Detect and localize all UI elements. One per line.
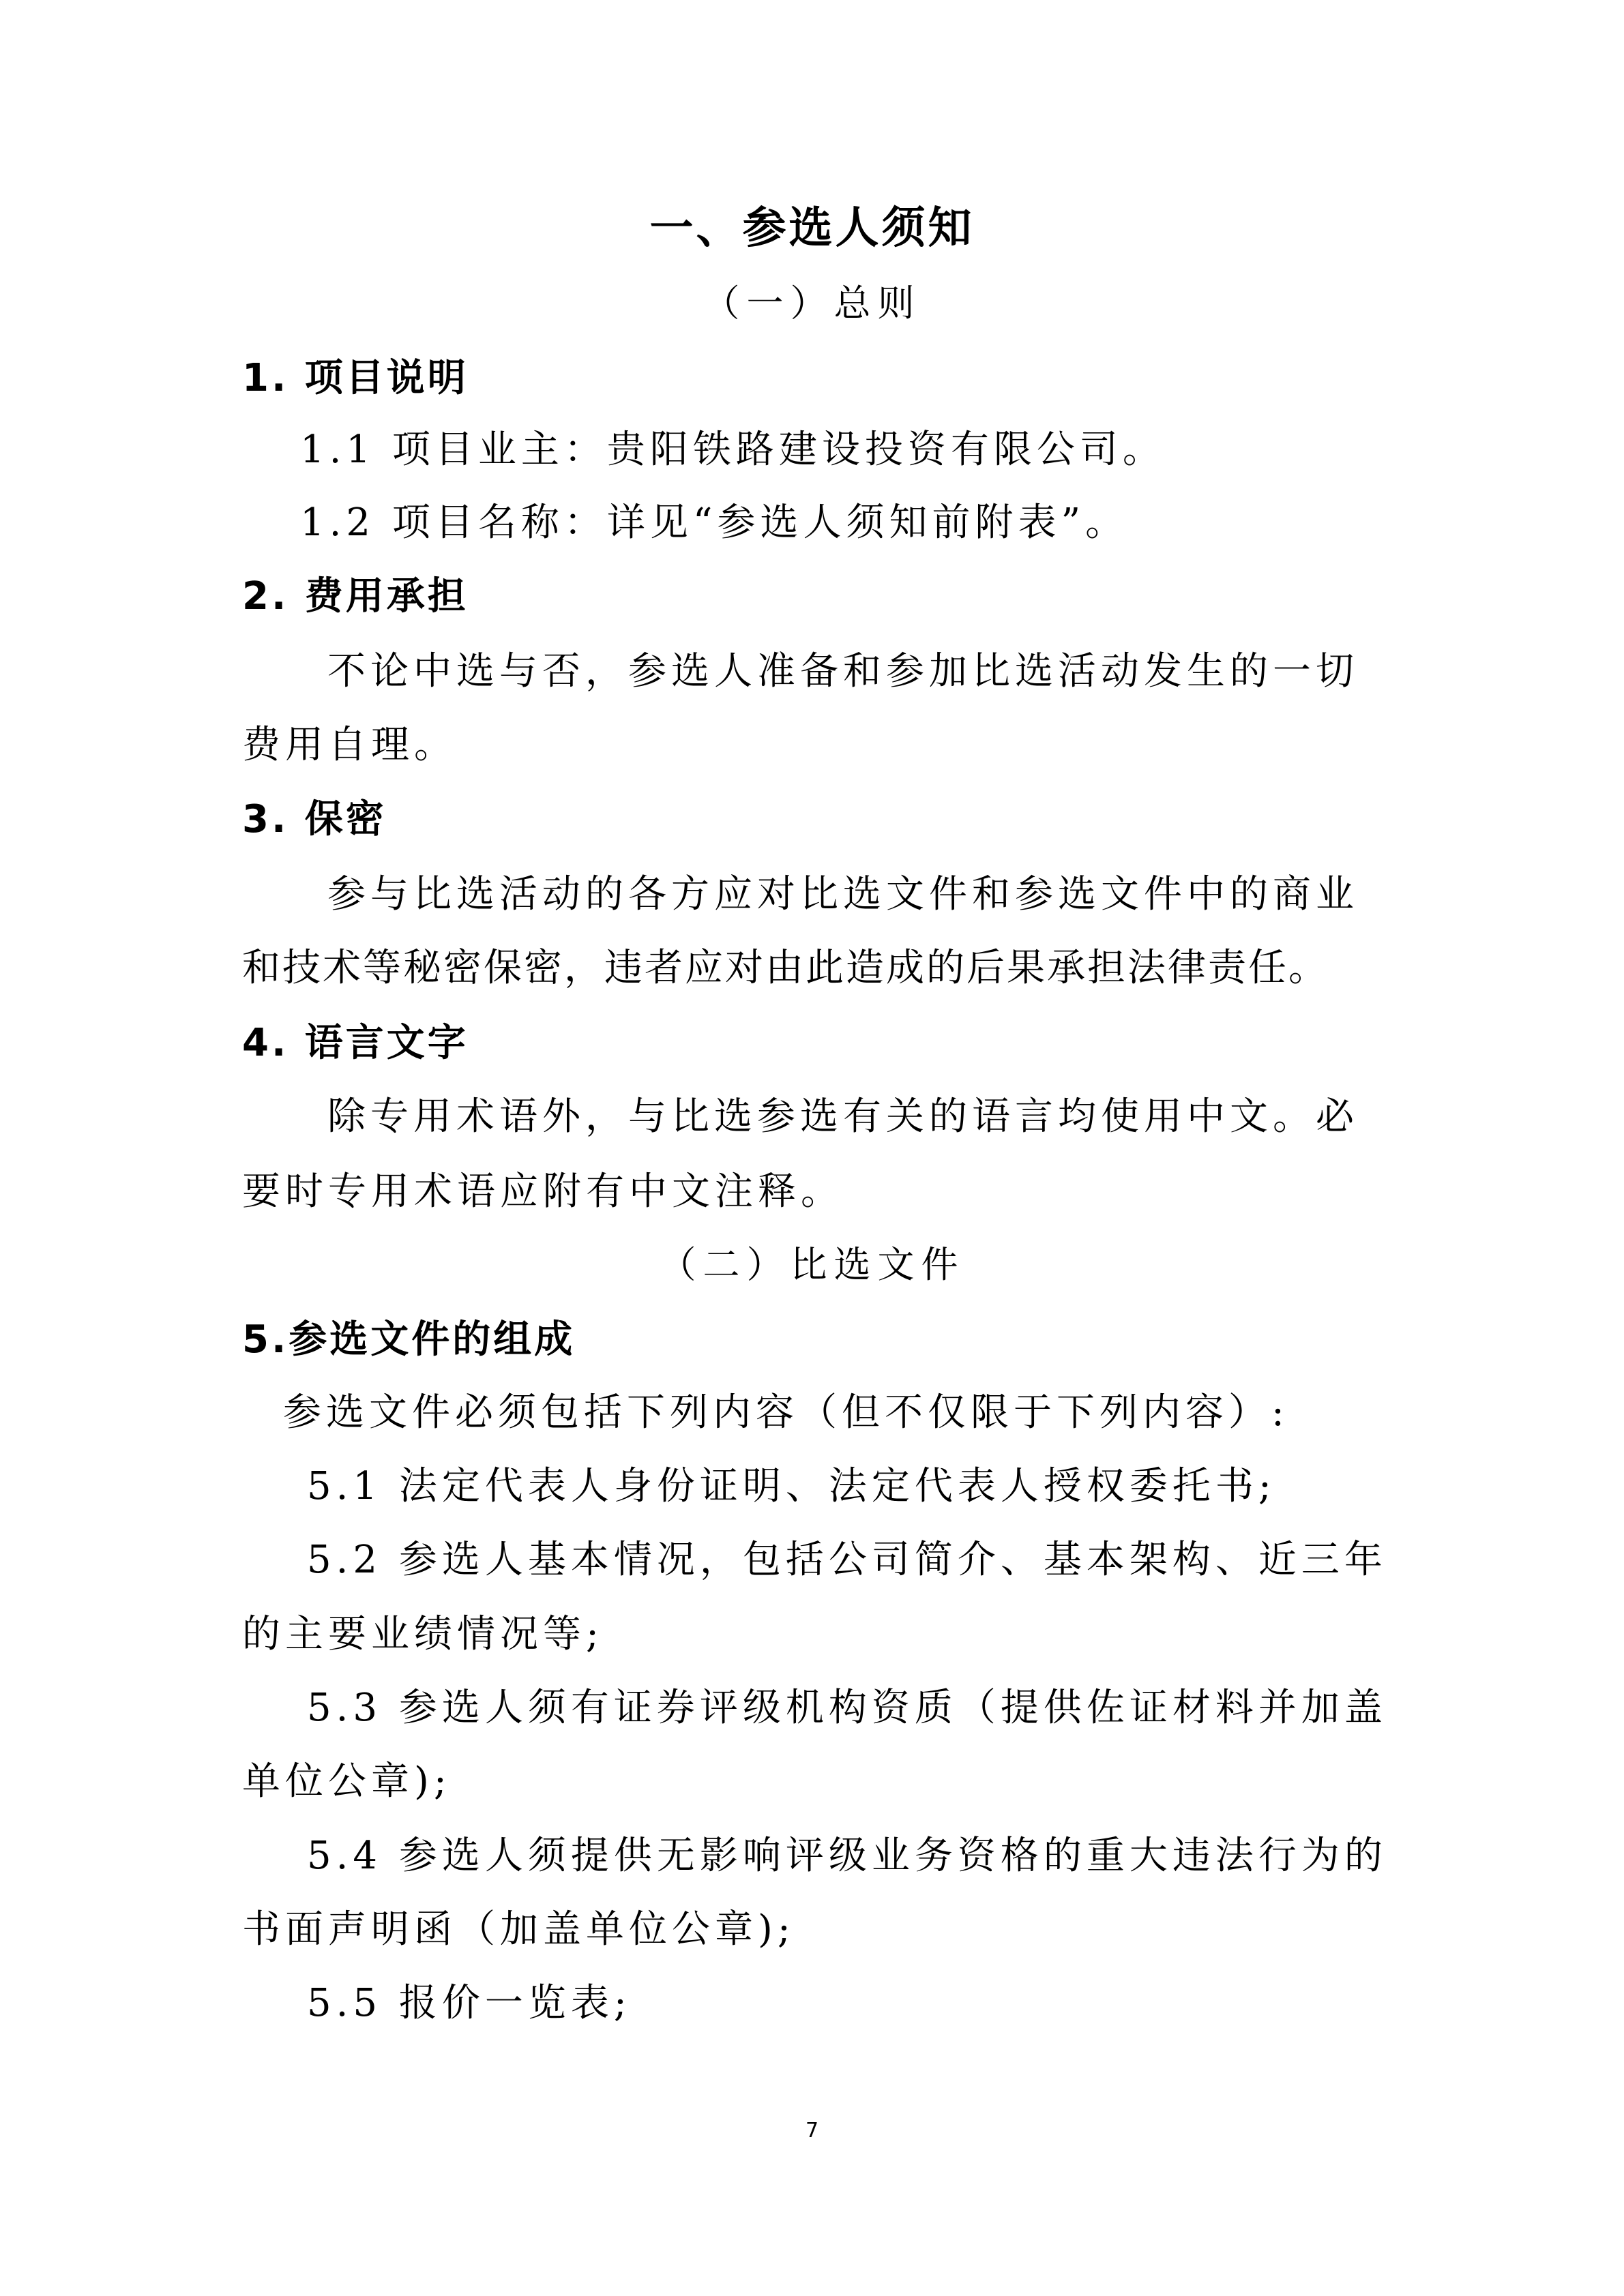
item-heading-cost-bearing: 2. 费用承担	[242, 574, 469, 618]
section-heading-selection-documents: （二）比选文件	[659, 1243, 965, 1286]
cost-paragraph-line-1: 不论中选与否，参选人准备和参加比选活动发生的一切	[327, 649, 1359, 694]
composition-intro: 参选文件必须包括下列内容（但不仅限于下列内容）:	[283, 1390, 1289, 1435]
item-5-4-line-2: 书面声明函（加盖单位公章);	[242, 1907, 795, 1952]
item-5-5: 5.5 报价一览表;	[307, 1981, 632, 2025]
item-5-1: 5.1 法定代表人身份证明、法定代表人授权委托书;	[307, 1464, 1276, 1508]
confidentiality-paragraph-line-1: 参与比选活动的各方应对比选文件和参选文件中的商业	[327, 872, 1359, 916]
chapter-title: 一、参选人须知	[649, 203, 975, 254]
item-heading-document-composition: 5.参选文件的组成	[242, 1317, 576, 1362]
item-heading-project-description: 1. 项目说明	[242, 356, 469, 400]
confidentiality-paragraph-line-2: 和技术等秘密保密，违者应对由此造成的后果承担法律责任。	[242, 946, 1329, 990]
item-5-3-line-1: 5.3 参选人须有证券评级机构资质（提供佐证材料并加盖	[307, 1686, 1387, 1730]
item-1-2-project-name: 1.2 项目名称：详见“参选人须知前附表”。	[300, 501, 1129, 545]
item-heading-language: 4. 语言文字	[242, 1021, 469, 1065]
item-5-2-line-2: 的主要业绩情况等;	[242, 1612, 604, 1656]
item-5-2-line-1: 5.2 参选人基本情况，包括公司简介、基本架构、近三年	[307, 1538, 1387, 1582]
item-1-1-project-owner: 1.1 项目业主：贵阳铁路建设投资有限公司。	[300, 428, 1166, 472]
item-heading-confidentiality: 3. 保密	[242, 797, 387, 841]
item-5-4-line-1: 5.4 参选人须提供无影响评级业务资格的重大违法行为的	[307, 1834, 1387, 1878]
item-5-3-line-2: 单位公章);	[242, 1759, 452, 1804]
language-paragraph-line-1: 除专用术语外，与比选参选有关的语言均使用中文。必	[327, 1094, 1359, 1139]
cost-paragraph-line-2: 费用自理。	[242, 723, 457, 767]
section-heading-general: （一）总则	[703, 282, 921, 325]
language-paragraph-line-2: 要时专用术语应附有中文注释。	[242, 1169, 844, 1214]
page-number: 7	[805, 2119, 819, 2143]
